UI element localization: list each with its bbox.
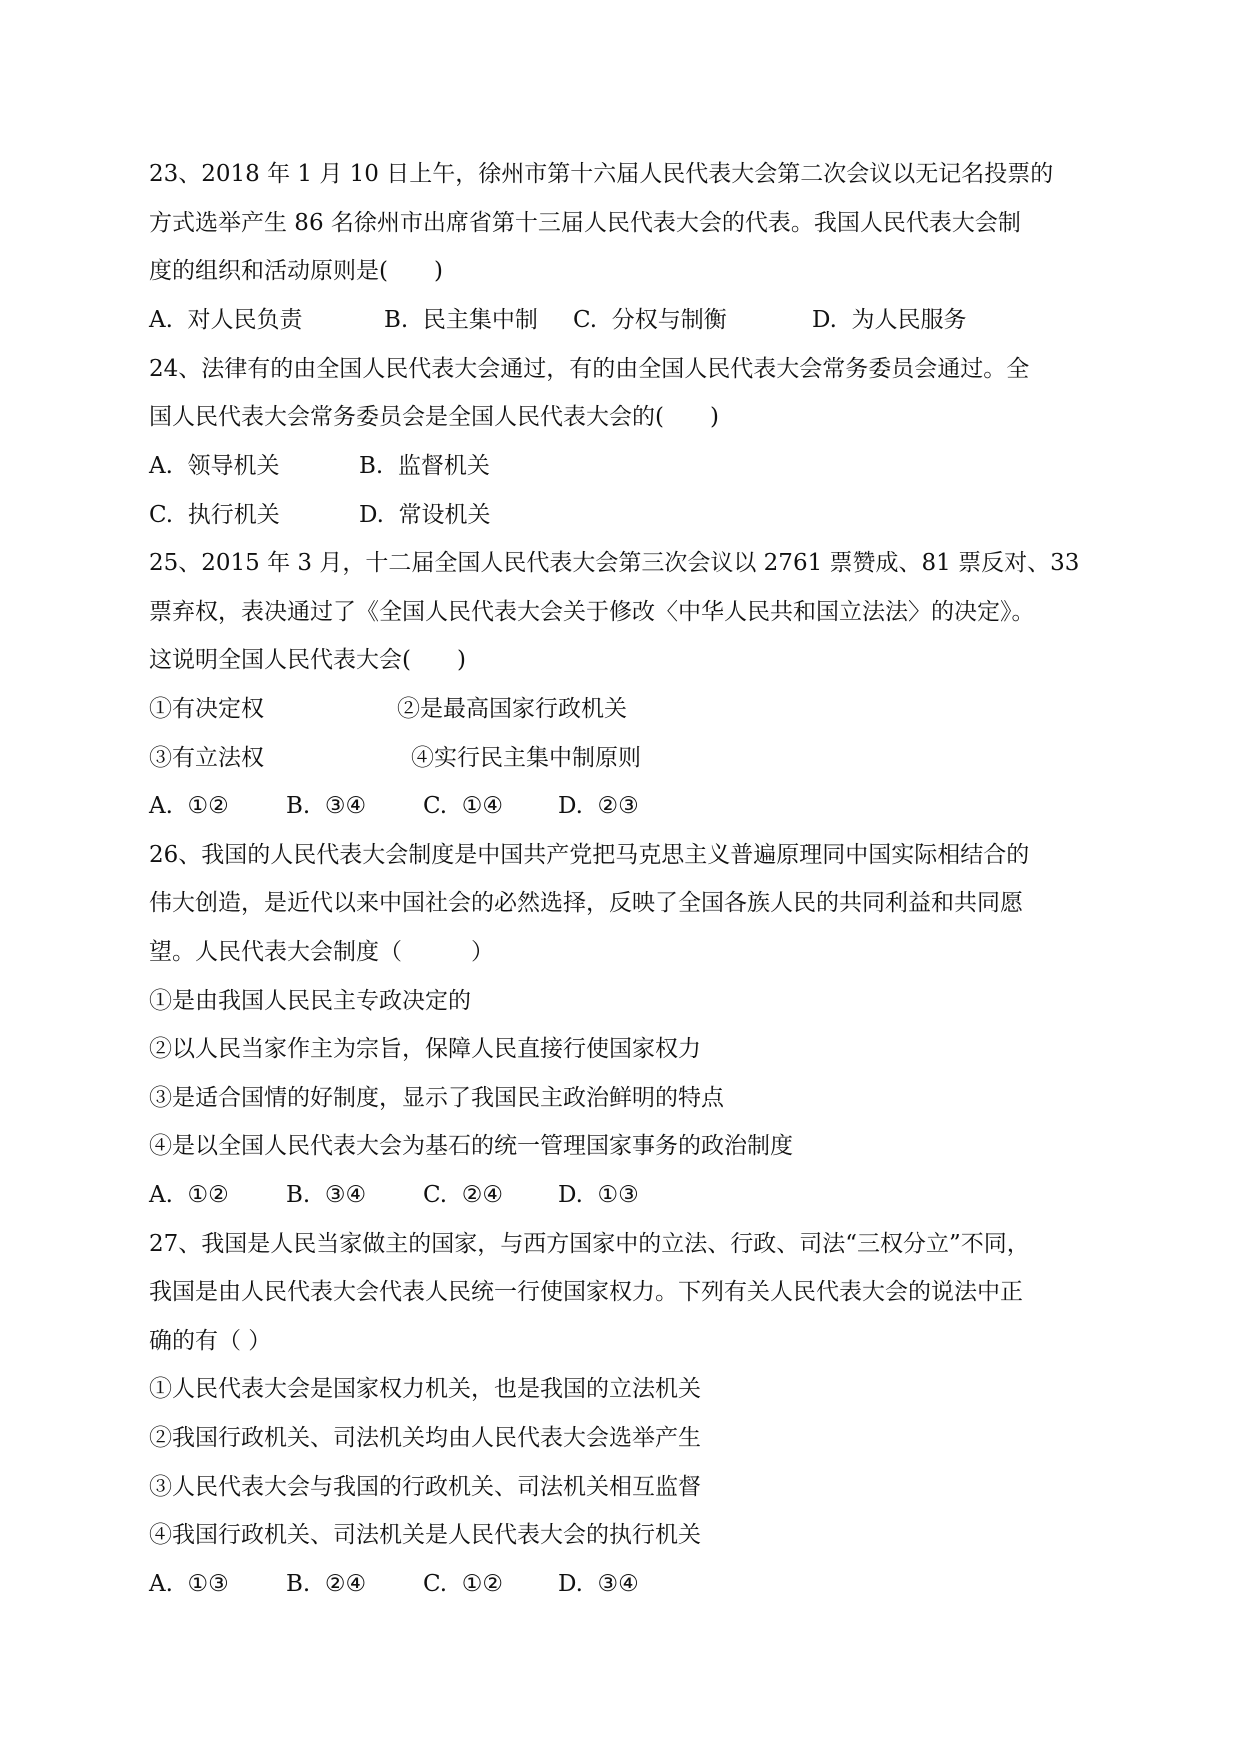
q23-choice-d: D. 为人民服务 [812, 307, 967, 333]
q27-item-4: ④我国行政机关、司法机关是人民代表大会的执行机关 [149, 1522, 701, 1548]
q25-choice-b: B. ③④ [286, 793, 367, 819]
q25-item-4: ④实行民主集中制原则 [411, 745, 641, 771]
q27-choice-d: D. ③④ [558, 1571, 639, 1597]
q26-item-2: ②以人民当家作主为宗旨，保障人民直接行使国家权力 [149, 1036, 701, 1062]
q26-stem-line-1: 26、我国的人民代表大会制度是中国共产党把马克思主义普遍原理同中国实际相结合的 [149, 842, 1030, 868]
q25-stem-line-2: 票弃权，表决通过了《全国人民代表大会关于修改〈中华人民共和国立法法〉的决定》。 [149, 599, 1035, 625]
q25-choice-c: C. ①④ [423, 793, 503, 819]
q27-stem-line-2: 我国是由人民代表大会代表人民统一行使国家权力。下列有关人民代表大会的说法中正 [149, 1279, 1023, 1305]
q25-stem-line-3: 这说明全国人民代表大会( ) [149, 647, 466, 673]
q24-choice-b: B. 监督机关 [359, 453, 490, 479]
q24-choice-a: A. 领导机关 [149, 453, 280, 479]
q25-item-1: ①有决定权 [149, 696, 264, 722]
q26-choice-a: A. ①② [149, 1182, 229, 1208]
q27-choice-b: B. ②④ [286, 1571, 367, 1597]
q26-item-4: ④是以全国人民代表大会为基石的统一管理国家事务的政治制度 [149, 1133, 793, 1159]
q23-choice-b: B. 民主集中制 [384, 307, 538, 333]
q27-item-3: ③人民代表大会与我国的行政机关、司法机关相互监督 [149, 1474, 701, 1500]
q23-stem-line-2: 方式选举产生 86 名徐州市出席省第十三届人民代表大会的代表。我国人民代表大会制 [149, 210, 1021, 236]
q26-choice-c: C. ②④ [423, 1182, 503, 1208]
q24-choice-d: D. 常设机关 [359, 502, 491, 528]
q25-item-2: ②是最高国家行政机关 [397, 696, 627, 722]
q23-stem-line-1: 23、2018 年 1 月 10 日上午，徐州市第十六届人民代表大会第二次会议以无记名投票的 [149, 161, 1054, 187]
q27-stem-line-3: 确的有（ ） [149, 1328, 272, 1354]
q27-item-1: ①人民代表大会是国家权力机关，也是我国的立法机关 [149, 1376, 701, 1402]
q26-item-3: ③是适合国情的好制度，显示了我国民主政治鲜明的特点 [149, 1085, 724, 1111]
q25-stem-line-1: 25、2015 年 3 月，十二届全国人民代表大会第三次会议以 2761 票赞成、81 票反对、33 [149, 550, 1080, 576]
q27-choices [149, 1569, 639, 1749]
q24-stem-line-2: 国人民代表大会常务委员会是全国人民代表大会的( ) [149, 404, 719, 430]
q26-choice-b: B. ③④ [286, 1182, 367, 1208]
q26-item-1: ①是由我国人民民主专政决定的 [149, 988, 471, 1014]
q27-item-2: ②我国行政机关、司法机关均由人民代表大会选举产生 [149, 1425, 701, 1451]
q26-stem-line-2: 伟大创造，是近代以来中国社会的必然选择，反映了全国各族人民的共同利益和共同愿 [149, 890, 1023, 916]
q26-choice-d: D. ①③ [558, 1182, 639, 1208]
q26-stem-line-3: 望。人民代表大会制度（ ） [149, 939, 494, 965]
q23-choice-c: C. 分权与制衡 [573, 307, 727, 333]
q23-choice-a: A. 对人民负责 [149, 307, 303, 333]
q23-stem-line-3: 度的组织和活动原则是( ) [149, 258, 443, 284]
q27-choice-c: C. ①② [423, 1571, 503, 1597]
q25-choice-a: A. ①② [149, 793, 229, 819]
q27-stem-line-1: 27、我国是人民当家做主的国家，与西方国家中的立法、行政、司法“三权分立”不同， [149, 1231, 1030, 1257]
q25-choice-d: D. ②③ [558, 793, 639, 819]
q25-item-3: ③有立法权 [149, 745, 264, 771]
q24-choice-c: C. 执行机关 [149, 502, 280, 528]
q24-stem-line-1: 24、法律有的由全国人民代表大会通过，有的由全国人民代表大会常务委员会通过。全 [149, 356, 1030, 382]
q27-choice-a: A. ①③ [149, 1571, 229, 1597]
